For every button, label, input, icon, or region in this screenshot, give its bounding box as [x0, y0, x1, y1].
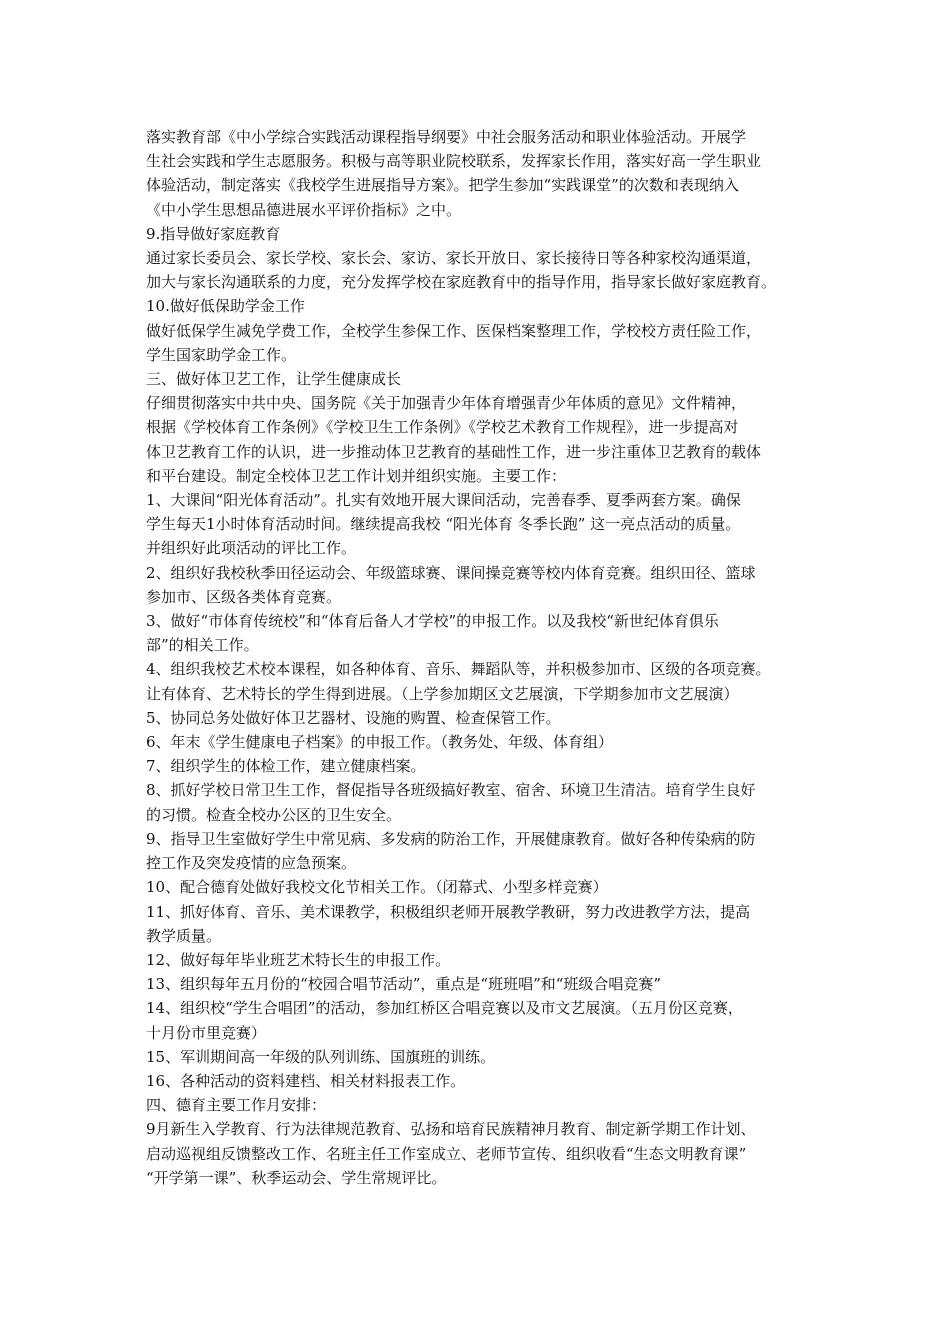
text-line: 四、德育主要工作月安排： [146, 1096, 327, 1115]
text-line: 10、配合德育处做好我校文化节相关工作。（闭幕式、小型多样竞赛） [146, 878, 608, 897]
text-line: 和平台建设。制定全校体卫艺工作计划并组织实施。主要工作： [146, 466, 567, 485]
text-line: 12、做好每年毕业班艺术特长生的申报工作。 [146, 950, 451, 969]
text-line: 教学质量。 [146, 926, 222, 945]
text-line: 加大与家长沟通联系的力度，充分发挥学校在家庭教育中的指导作用，指导家长做好家庭教育。 [146, 273, 777, 292]
text-line: 体卫艺教育工作的认识，进一步推动体卫艺教育的基础性工作，进一步注重体卫艺教育的载体 [146, 442, 762, 461]
text-line: 5、协同总务处做好体卫艺器材、设施的购置、检查保管工作。 [146, 708, 561, 727]
text-line: 三、做好体卫艺工作，让学生健康成长 [146, 370, 402, 389]
text-line: 9月新生入学教育、行为法律规范教育、弘扬和培育民族精神月教育、制定新学期工作计划、 [146, 1120, 756, 1139]
text-line: 生社会实践和学生志愿服务。积极与高等职业院校联系，发挥家长作用，落实好高一学生职业 [146, 152, 762, 171]
text-line: 9、指导卫生室做好学生中常见病、多发病的防治工作，开展健康教育。做好各种传染病的防 [146, 829, 756, 848]
text-line: 3、做好“市体育传统校”和“体育后备人才学校”的申报工作。以及我校“新世纪体育俱乐 [146, 612, 719, 631]
text-line: 14、组织校“学生合唱团”的活动，参加红桥区合唱竞赛以及市文艺展演。（五月份区竞赛， [146, 999, 743, 1018]
text-line: 2、组织好我校秋季田径运动会、年级篮球赛、课间操竞赛等校内体育竞赛。组织田径、篮球 [146, 563, 756, 582]
text-line: 学生国家助学金工作。 [146, 345, 297, 364]
text-line: 10.做好低保助学金工作 [146, 297, 305, 316]
text-line: 并组织好此项活动的评比工作。 [146, 539, 357, 558]
text-line: 十月份市里竞赛） [146, 1023, 267, 1042]
text-line: 让有体育、艺术特长的学生得到进展。（上学参加期区文艺展演，下学期参加市文艺展演） [146, 684, 739, 703]
text-line: 仔细贯彻落实中共中央、国务院《关于加强青少年体育增强青少年体质的意见》文件精神， [146, 394, 747, 413]
document-body [146, 125, 818, 1190]
document-text [146, 125, 818, 1190]
text-line: 1、大课间“阳光体育活动”。扎实有效地开展大课间活动，完善春季、夏季两套方案。确保 [146, 491, 741, 510]
text-line: 体验活动，制定落实《我校学生进展指导方案》。把学生参加“实践课堂”的次数和表现纳入 [146, 176, 739, 195]
text-line: “开学第一课”、秋季运动会、学生常规评比。 [146, 1168, 447, 1187]
text-line: 7、组织学生的体检工作，建立健康档案。 [146, 757, 426, 776]
text-line: 9.指导做好家庭教育 [146, 224, 281, 243]
text-line: 启动巡视组反馈整改工作、名班主任工作室成立、老师节宣传、组织收看“生态文明教育课” [146, 1144, 747, 1163]
text-line: 控工作及突发疫情的应急预案。 [146, 854, 357, 873]
text-line: 根据《学校体育工作条例》《学校卫生工作条例》《学校艺术教育工作规程》，进一步提高对 [146, 418, 739, 437]
text-line: 部”的相关工作。 [146, 636, 259, 655]
text-line: 15、军训期间高一年级的队列训练、国旗班的训练。 [146, 1047, 496, 1066]
text-line: 参加市、区级各类体育竞赛。 [146, 587, 342, 606]
text-line: 4、组织我校艺术校本课程，如各种体育、音乐、舞蹈队等，并积极参加市、区级的各项竞赛。 [146, 660, 771, 679]
text-line: 通过家长委员会、家长学校、家长会、家访、家长开放日、家长接待日等各种家校沟通渠道， [146, 249, 762, 268]
text-line: 学生每天1小时体育活动时间。继续提高我校 “阳光体育 冬季长跑” 这一亮点活动的质量。 [146, 515, 741, 534]
text-line: 16、各种活动的资料建档、相关材料报表工作。 [146, 1071, 466, 1090]
text-line: 13、组织每年五月份的“校园合唱节活动”，重点是“班班唱”和“班级合唱竞赛” [146, 975, 662, 994]
text-line: 落实教育部《中小学综合实践活动课程指导纲要》中社会服务活动和职业体验活动。开展学 [146, 128, 747, 146]
text-line: 的习惯。检查全校办公区的卫生安全。 [146, 805, 402, 824]
text-line: 《中小学生思想品德进展水平评价指标》之中。 [146, 200, 462, 219]
text-line: 8、抓好学校日常卫生工作，督促指导各班级搞好教室、宿舍、环境卫生清洁。培育学生良好 [146, 781, 756, 800]
text-line: 6、年末《学生健康电子档案》的申报工作。（教务处、年级、体育组） [146, 733, 614, 752]
text-line: 11、抓好体育、音乐、美术课教学，积极组织老师开展教学教研，努力改进教学方法，提高 [146, 902, 751, 921]
text-line: 做好低保学生减免学费工作，全校学生参保工作、医保档案整理工作，学校校方责任险工作， [146, 321, 762, 340]
